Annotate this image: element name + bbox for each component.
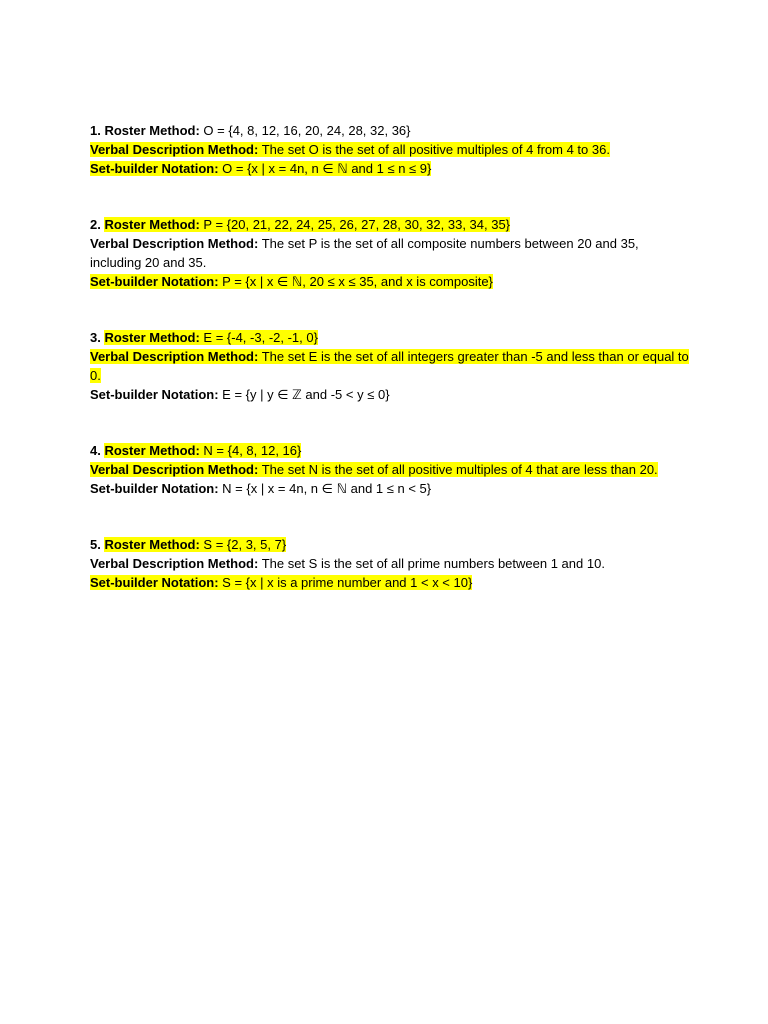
roster-label: Roster Method: bbox=[104, 217, 200, 232]
verbal-label: Verbal Description Method: bbox=[90, 462, 259, 477]
set-item-5 bbox=[90, 535, 690, 592]
verbal-line bbox=[90, 140, 690, 159]
item-number: 5. bbox=[90, 537, 101, 552]
setbuilder-label: Set-builder Notation: bbox=[90, 274, 219, 289]
setbuilder-label: Set-builder Notation: bbox=[90, 387, 219, 402]
roster-value: E = {-4, -3, -2, -1, 0} bbox=[199, 330, 318, 345]
setbuilder-value: O = {x | x = 4n, n ∈ ℕ and 1 ≤ n ≤ 9} bbox=[218, 161, 432, 176]
roster-line bbox=[90, 121, 690, 140]
verbal-label: Verbal Description Method: bbox=[90, 349, 259, 364]
verbal-value: The set O is the set of all positive multiples of 4 from 4 to 36. bbox=[258, 142, 610, 157]
roster-value: P = {20, 21, 22, 24, 25, 26, 27, 28, 30, 32, 33, 34, 35} bbox=[199, 217, 511, 232]
setbuilder-label: Set-builder Notation: bbox=[90, 161, 219, 176]
verbal-label: Verbal Description Method: bbox=[90, 142, 259, 157]
roster-value: O = {4, 8, 12, 16, 20, 24, 28, 32, 36} bbox=[199, 123, 411, 138]
verbal-highlight bbox=[90, 462, 658, 477]
roster-label: Roster Method: bbox=[104, 537, 200, 552]
verbal-value: The set N is the set of all positive multiples of 4 that are less than 20. bbox=[258, 462, 658, 477]
verbal-value: The set E is the set of all integers greater than -5 and less than or equal to 0. bbox=[90, 349, 689, 383]
roster-label: Roster Method: bbox=[104, 330, 200, 345]
setbuilder-value: P = {x | x ∈ ℕ, 20 ≤ x ≤ 35, and x is composite} bbox=[218, 274, 493, 289]
set-item-2 bbox=[90, 215, 690, 291]
roster-label: Roster Method: bbox=[104, 123, 200, 138]
verbal-value: The set P is the set of all composite numbers between 20 and 35, including 20 and 35. bbox=[90, 236, 639, 270]
roster-value: S = {2, 3, 5, 7} bbox=[199, 537, 287, 552]
setbuilder-value: E = {y | y ∈ ℤ and -5 < y ≤ 0} bbox=[218, 387, 390, 402]
document-content bbox=[90, 121, 690, 629]
roster-highlight bbox=[104, 217, 510, 232]
roster-line bbox=[90, 535, 690, 554]
item-number: 2. bbox=[90, 217, 101, 232]
set-item-1 bbox=[90, 121, 690, 178]
setbuilder-line bbox=[90, 385, 690, 404]
verbal-label: Verbal Description Method: bbox=[90, 556, 259, 571]
roster-label: Roster Method: bbox=[104, 443, 200, 458]
set-item-3 bbox=[90, 328, 690, 404]
verbal-line bbox=[90, 347, 690, 385]
roster-highlight bbox=[104, 443, 301, 458]
setbuilder-line bbox=[90, 479, 690, 498]
setbuilder-highlight bbox=[90, 575, 472, 590]
item-number: 1. bbox=[90, 123, 101, 138]
set-item-4 bbox=[90, 441, 690, 498]
setbuilder-highlight bbox=[90, 161, 431, 176]
roster-line bbox=[90, 441, 690, 460]
roster-line bbox=[90, 215, 690, 234]
roster-highlight bbox=[104, 537, 286, 552]
setbuilder-value: N = {x | x = 4n, n ∈ ℕ and 1 ≤ n < 5} bbox=[218, 481, 432, 496]
setbuilder-line bbox=[90, 272, 690, 291]
verbal-line bbox=[90, 460, 690, 479]
item-number: 3. bbox=[90, 330, 101, 345]
verbal-label: Verbal Description Method: bbox=[90, 236, 259, 251]
setbuilder-label: Set-builder Notation: bbox=[90, 481, 219, 496]
roster-line bbox=[90, 328, 690, 347]
verbal-line bbox=[90, 234, 690, 272]
setbuilder-line bbox=[90, 159, 690, 178]
setbuilder-value: S = {x | x is a prime number and 1 < x < 10} bbox=[218, 575, 473, 590]
verbal-highlight bbox=[90, 349, 689, 383]
setbuilder-highlight bbox=[90, 274, 493, 289]
verbal-value: The set S is the set of all prime numbers between 1 and 10. bbox=[258, 556, 605, 571]
verbal-line bbox=[90, 554, 690, 573]
setbuilder-label: Set-builder Notation: bbox=[90, 575, 219, 590]
roster-highlight bbox=[104, 330, 318, 345]
item-number: 4. bbox=[90, 443, 101, 458]
setbuilder-line bbox=[90, 573, 690, 592]
verbal-highlight bbox=[90, 142, 610, 157]
roster-value: N = {4, 8, 12, 16} bbox=[199, 443, 302, 458]
